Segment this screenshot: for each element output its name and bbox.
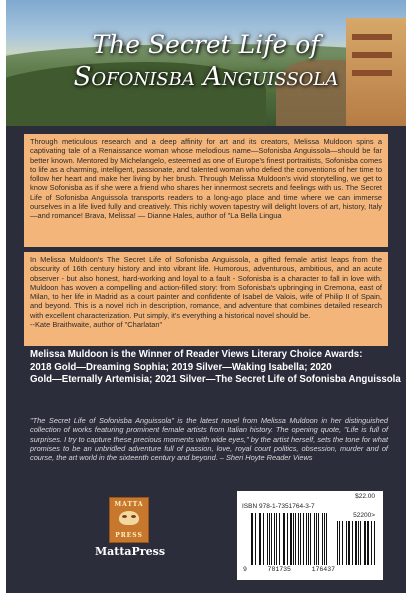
landscape-banner: [6, 0, 406, 126]
barcode-stripe: [276, 513, 277, 565]
barcode-stripe: [260, 513, 261, 565]
barcode-addon-label: 52200>: [353, 512, 375, 519]
theatre-mask-icon: [119, 511, 139, 525]
price-label: $22.00: [355, 493, 375, 500]
reader-views-review: "The Secret Life of Sofonisba Anguissola" is the latest novel from Melissa Muldoon in her distinguished collection of works featuring prominent female artists from Italian history. The opening quote, "Life is full of surprises. I try to capture these precious moments with wide eyes," by the artist herself, sets the tone for what promises to be an unbridled adventure full of passion, love, royal court politics, obsession, murder and of course, the art world in the sixteenth century and beyond. – Sheri Hoyte Reader Views: [30, 416, 388, 463]
endorsement-box-1: [24, 134, 388, 247]
barcode-stripe: [367, 521, 369, 565]
publisher-name: MattaPress: [94, 545, 166, 558]
barcode-stripe: [348, 521, 350, 565]
endorsement-box-2: [24, 252, 388, 346]
barcode-box: [237, 491, 383, 580]
barcode-stripe: [364, 521, 365, 565]
isbn-label: ISBN 978-1-7351764-3-7: [242, 503, 315, 510]
addon-barcode-icon: [337, 521, 375, 565]
endorsement-1-attribution: — Dianne Hales, author of "La Bella Lingua: [137, 211, 282, 221]
endorsement-2: [24, 252, 388, 332]
barcode-stripe: [290, 513, 291, 565]
barcode-stripe: [267, 513, 268, 565]
barcode-digit-lead: 9: [243, 566, 247, 573]
barcode-stripe: [298, 513, 299, 565]
barcode-stripe: [318, 513, 319, 565]
barcode-stripe: [358, 521, 359, 565]
barcode-stripe: [337, 521, 338, 565]
book-title-line-2: Sofonisba Anguissola: [73, 62, 339, 92]
book-title-line-1: The Secret Life of: [92, 30, 320, 59]
awards-line-3: Gold—Eternally Artemisia; 2021 Silver—The Secret Life of Sofonisba Anguissola: [30, 374, 401, 386]
barcode-stripe: [371, 521, 372, 565]
mattapress-logo: [109, 497, 149, 543]
logo-text-top: MATTA: [114, 501, 144, 508]
barcode-stripe: [352, 521, 353, 565]
barcode-digits-left: 781735: [267, 566, 291, 573]
barcode-stripe: [342, 521, 343, 565]
barcode-stripe: [314, 513, 315, 565]
barcode-stripe: [339, 521, 340, 565]
barcode-stripe: [252, 513, 253, 565]
logo-text-bottom: PRESS: [115, 532, 143, 539]
barcode-digits: [243, 566, 335, 573]
endorsement-1-text: Through meticulous research and a deep affinity for art and its creators, Melissa Muldoon spins a captivating tale of a Renaissance woman whose melodious name—Sofonisba Anguissola—should be far better known. Mentored by Michelangelo, esteemed as one of Europe's finest portraitists, Sofonisba comes to life as a charming, intelligent, passionate, and talented woman who defied the conventions of her time to follow her heart and make her living by her brush. Through Melissa Muldoon's vivid storytelling, we get to know Sofonisba as if she were a friend who shares her innermost secrets and feelings with us. The Secret Life of Sofonisba Anguissola transports readers to a long-ago place and time where we can immerse ourselves in a life lived fully and creatively. This richly woven tapestry will delight lovers of art, history, Italy—and romance! Brava, Melissa!: [30, 137, 382, 221]
barcode-digits-right: 176437: [311, 566, 335, 573]
barcode-stripe: [326, 513, 327, 565]
endorsement-1: [24, 134, 388, 224]
barcode-stripe: [360, 521, 361, 565]
barcode-stripe: [355, 521, 356, 565]
barcode-stripe: [374, 521, 375, 565]
endorsement-2-text: In Melissa Muldoon's The Secret Life of Sofonisba Anguissola, a gifted female artist leaps from the obscurity of 16th century history and into vibrant life. Humorous, adventurous, ambitious, and an acute observer - but also honest, hard-working and loyal to a fault - Sofonisba is a character to fall in love with. Muldoon has woven a compelling and action-filled story: from Sofonisba's upbringing in Cremona, east of Milan, to her life in Madrid as a court painter and confidente of Isabel de Valois, wife of Philip II of Spain, and beyond. This is a novel rich in description, romance, and adventure that combines detailed research with excellent characterization. Put simply, it's everything a historical novel should be.: [30, 255, 382, 320]
endorsement-2-attribution: --Kate Braithwaite, author of "Charlatan": [30, 320, 163, 330]
awards-line-2: 2018 Gold—Dreaming Sophia; 2019 Silver—Waking Isabella; 2020: [30, 361, 332, 373]
awards-block: [30, 349, 401, 387]
barcode-stripe: [284, 513, 285, 565]
barcode-stripe: [274, 513, 275, 565]
awards-line-1: Melissa Muldoon is the Winner of Reader Views Literary Choice Awards:: [30, 349, 363, 360]
book-back-cover: [6, 0, 406, 593]
barcode-stripe: [306, 513, 307, 565]
barcode-stripe: [346, 521, 347, 565]
barcode-icon: [251, 513, 329, 565]
